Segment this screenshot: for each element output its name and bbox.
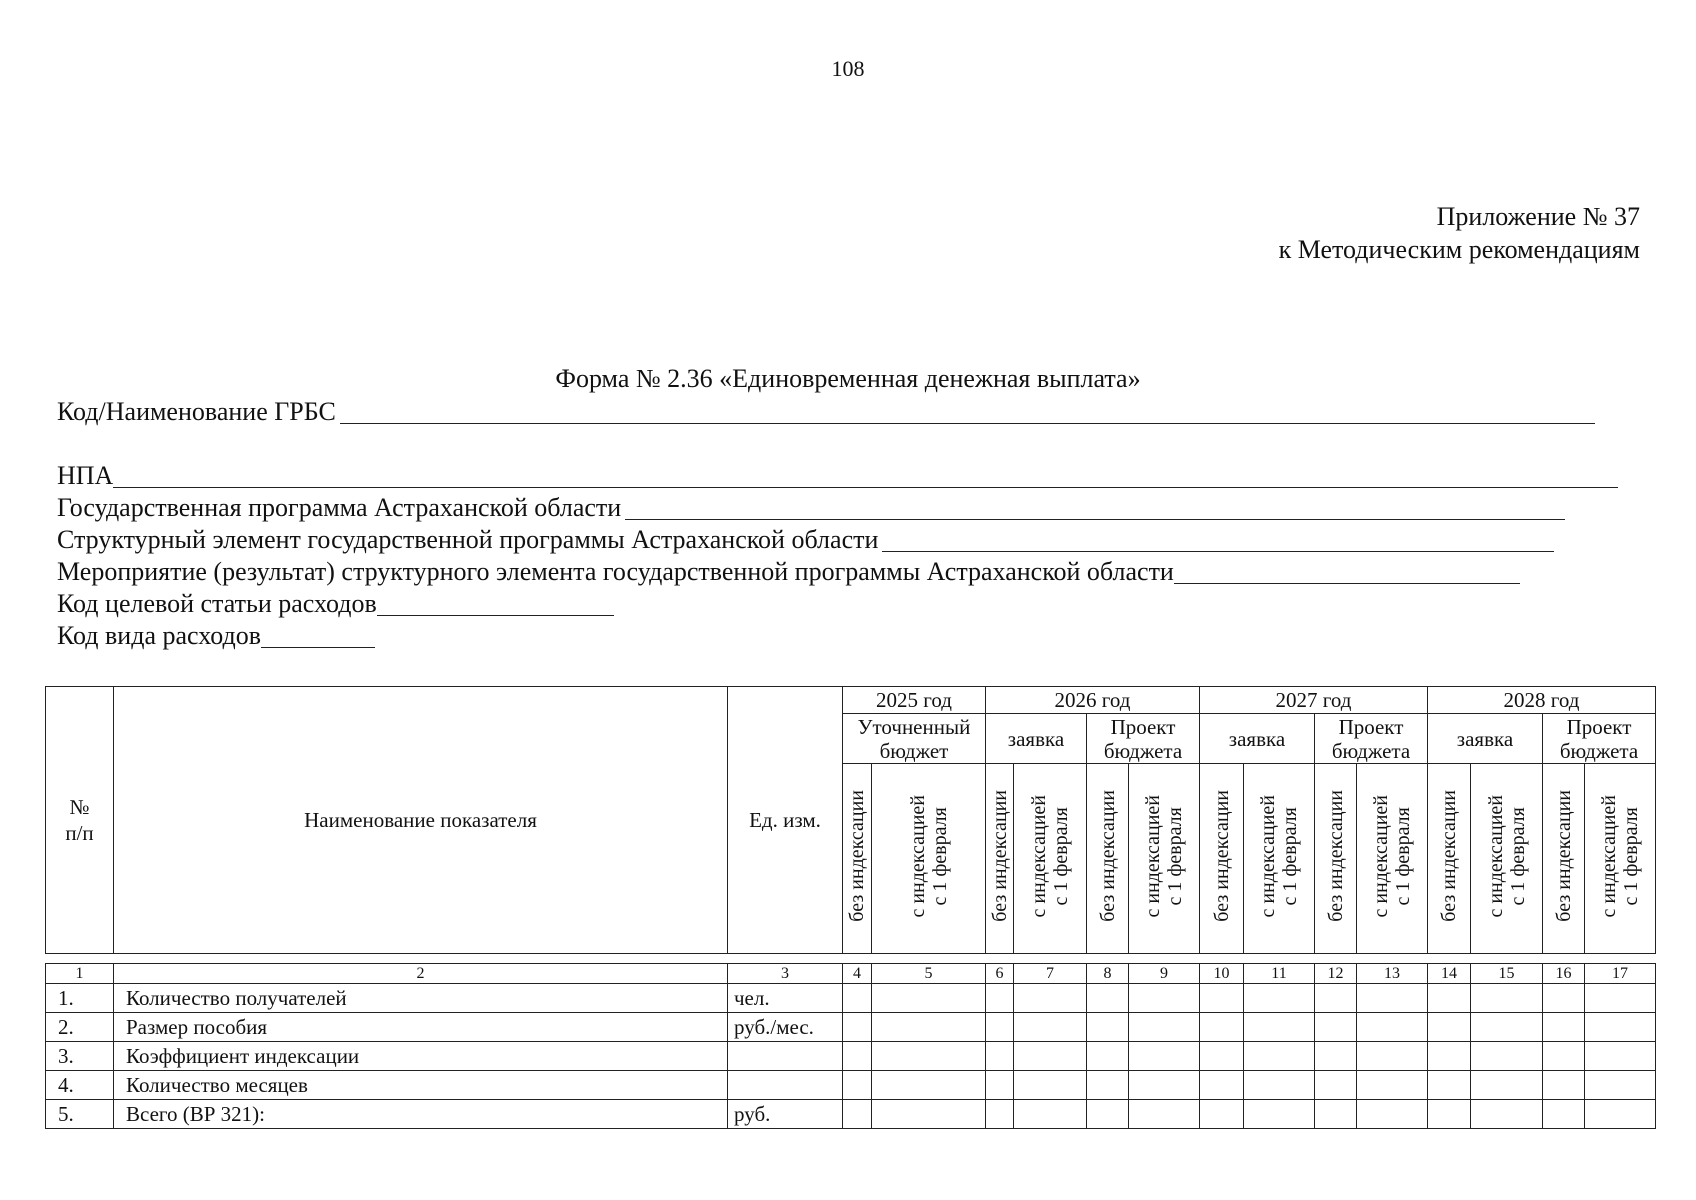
- header-year-2026: 2026 год: [986, 687, 1200, 714]
- field-grbs: [57, 396, 1595, 428]
- header-year-2025: 2025 год: [843, 687, 986, 714]
- value-cell[interactable]: [1200, 1042, 1244, 1071]
- field-expense-type-code-blank[interactable]: [261, 621, 375, 648]
- header-request-2027: заявка: [1200, 714, 1315, 764]
- value-cell[interactable]: [843, 1013, 872, 1042]
- value-cell[interactable]: [1129, 984, 1200, 1013]
- value-cell[interactable]: [1585, 1071, 1656, 1100]
- unit-of-measure: чел.: [728, 984, 843, 1013]
- field-state-program-blank[interactable]: [625, 493, 1565, 520]
- header-with-indexation-text: [1370, 795, 1414, 918]
- value-cell[interactable]: [872, 1100, 986, 1129]
- header-with-indexation: [1244, 764, 1315, 954]
- header-with-indexation-line-1: с индексацией: [906, 794, 929, 918]
- field-state-program-label: Государственная программа Астраханской области: [57, 493, 622, 522]
- header-without-indexation-text: без индексации: [1210, 790, 1233, 922]
- value-cell[interactable]: [1428, 984, 1471, 1013]
- table-row: [46, 1100, 1656, 1129]
- column-number: 17: [1585, 964, 1656, 984]
- column-number: 12: [1315, 964, 1357, 984]
- header-draft-budget-2027: Проект бюджета: [1315, 714, 1428, 764]
- table-row: [46, 1071, 1656, 1100]
- indicator-table-header: [45, 686, 1656, 954]
- header-with-indexation-text: [1028, 795, 1072, 918]
- unit-of-measure: руб.: [728, 1100, 843, 1129]
- value-cell[interactable]: [1428, 1042, 1471, 1071]
- value-cell[interactable]: [1129, 1042, 1200, 1071]
- value-cell[interactable]: [1244, 1013, 1315, 1042]
- value-cell[interactable]: [986, 1100, 1014, 1129]
- field-expense-type-code: [57, 620, 375, 652]
- table-row: [46, 1013, 1656, 1042]
- column-number: 15: [1471, 964, 1543, 984]
- column-number-row: [46, 964, 1656, 984]
- header-with-indexation-text: [1257, 795, 1301, 918]
- table-row: [46, 984, 1656, 1013]
- header-with-indexation-line-1: с индексацией: [1257, 794, 1279, 918]
- value-cell[interactable]: [1543, 984, 1585, 1013]
- indicator-name: Размер пособия: [114, 1013, 728, 1042]
- header-with-indexation: [1357, 764, 1428, 954]
- value-cell[interactable]: [1428, 1071, 1471, 1100]
- field-grbs-label: Код/Наименование ГРБС: [57, 397, 336, 426]
- header-without-indexation-text: без индексации: [1324, 790, 1347, 922]
- header-with-indexation-text: [1142, 795, 1186, 918]
- value-cell[interactable]: [1087, 984, 1129, 1013]
- header-with-indexation-line-2: с 1 февраля: [1164, 806, 1186, 906]
- value-cell[interactable]: [1357, 1100, 1428, 1129]
- header-with-indexation: [1129, 764, 1200, 954]
- header-num-text: № п/п: [65, 795, 94, 845]
- appendix-line-2: к Методическим рекомендациям: [1278, 235, 1640, 264]
- header-unit: Ед. изм.: [728, 687, 843, 954]
- value-cell[interactable]: [1315, 1042, 1357, 1071]
- field-target-article-code-label: Код целевой статьи расходов: [57, 589, 377, 618]
- header-with-indexation-line-1: с индексацией: [1028, 794, 1050, 918]
- header-with-indexation-line-2: с 1 февраля: [928, 806, 951, 906]
- header-draft-budget-2028: Проект бюджета: [1543, 714, 1656, 764]
- value-cell[interactable]: [1129, 1100, 1200, 1129]
- field-structural-element-blank[interactable]: [882, 525, 1554, 552]
- field-measure: [57, 556, 1520, 588]
- value-cell[interactable]: [1244, 984, 1315, 1013]
- value-cell[interactable]: [1543, 1100, 1585, 1129]
- value-cell[interactable]: [872, 1042, 986, 1071]
- header-with-indexation-text: [1598, 795, 1642, 918]
- header-with-indexation-line-2: с 1 февраля: [1279, 806, 1301, 906]
- field-measure-blank[interactable]: [1174, 557, 1520, 584]
- header-without-indexation-text: без индексации: [846, 790, 868, 922]
- header-with-indexation-line-1: с индексацией: [1484, 794, 1507, 918]
- column-number: 6: [986, 964, 1014, 984]
- value-cell[interactable]: [1585, 1013, 1656, 1042]
- value-cell[interactable]: [1357, 1013, 1428, 1042]
- header-without-indexation: [1428, 764, 1471, 954]
- table-row: [46, 1042, 1656, 1071]
- value-cell[interactable]: [1315, 984, 1357, 1013]
- value-cell[interactable]: [843, 1042, 872, 1071]
- field-target-article-code: [57, 588, 614, 620]
- field-target-article-code-blank[interactable]: [377, 589, 614, 616]
- form-title: Форма № 2.36 «Единовременная денежная выплата»: [555, 364, 1141, 393]
- field-npa: [57, 460, 1618, 492]
- header-with-indexation-line-2: с 1 февраля: [1050, 806, 1072, 906]
- field-measure-label: Мероприятие (результат) структурного элемента государственной программы Астраханской области: [57, 557, 1174, 586]
- column-number: 11: [1244, 964, 1315, 984]
- header-with-indexation-text: [1485, 795, 1529, 918]
- field-grbs-blank[interactable]: [340, 397, 1595, 424]
- value-cell[interactable]: [1471, 1042, 1543, 1071]
- column-number: 7: [1014, 964, 1087, 984]
- value-cell[interactable]: [1585, 1100, 1656, 1129]
- value-cell[interactable]: [1585, 984, 1656, 1013]
- value-cell[interactable]: [1087, 1100, 1129, 1129]
- value-cell[interactable]: [1357, 1071, 1428, 1100]
- value-cell[interactable]: [986, 984, 1014, 1013]
- column-number: 14: [1428, 964, 1471, 984]
- appendix-note: [1279, 200, 1640, 266]
- value-cell[interactable]: [1014, 1071, 1087, 1100]
- header-without-indexation-text: без индексации: [1438, 790, 1460, 922]
- value-cell[interactable]: [1315, 1100, 1357, 1129]
- header-with-indexation: [1585, 764, 1656, 954]
- header-without-indexation: [986, 764, 1014, 954]
- value-cell[interactable]: [986, 1013, 1014, 1042]
- header-year-2027: 2027 год: [1200, 687, 1428, 714]
- column-number: 10: [1200, 964, 1244, 984]
- column-number: 8: [1087, 964, 1129, 984]
- header-request-2028: заявка: [1428, 714, 1543, 764]
- value-cell[interactable]: [1471, 984, 1543, 1013]
- value-cell[interactable]: [1014, 1100, 1087, 1129]
- field-npa-label: НПА: [57, 461, 114, 490]
- header-refined-budget-2025: Уточненный бюджет: [843, 714, 986, 764]
- field-npa-blank[interactable]: [113, 461, 1618, 488]
- value-cell[interactable]: [1014, 984, 1087, 1013]
- column-number: 9: [1129, 964, 1200, 984]
- unit-of-measure: [728, 1042, 843, 1071]
- value-cell[interactable]: [1244, 1042, 1315, 1071]
- column-number: 2: [114, 964, 728, 984]
- value-cell[interactable]: [1244, 1071, 1315, 1100]
- column-number: 3: [728, 964, 843, 984]
- header-without-indexation: [843, 764, 872, 954]
- column-number: 4: [843, 964, 872, 984]
- value-cell[interactable]: [1014, 1013, 1087, 1042]
- value-cell[interactable]: [872, 1013, 986, 1042]
- indicator-name: Количество месяцев: [114, 1071, 728, 1100]
- header-without-indexation-text: без индексации: [1552, 790, 1575, 922]
- header-year-2028: 2028 год: [1428, 687, 1656, 714]
- value-cell[interactable]: [1014, 1042, 1087, 1071]
- value-cell[interactable]: [1471, 1071, 1543, 1100]
- row-number: 2.: [46, 1013, 114, 1042]
- value-cell[interactable]: [1428, 1013, 1471, 1042]
- value-cell[interactable]: [1244, 1100, 1315, 1129]
- row-number: 4.: [46, 1071, 114, 1100]
- header-with-indexation-line-1: с индексацией: [1598, 794, 1620, 918]
- header-with-indexation-line-2: с 1 февраля: [1506, 806, 1529, 906]
- value-cell[interactable]: [986, 1071, 1014, 1100]
- value-cell[interactable]: [1087, 1042, 1129, 1071]
- value-cell[interactable]: [1543, 1042, 1585, 1071]
- header-with-indexation-line-2: с 1 февраля: [1392, 806, 1414, 906]
- indicator-name: Количество получателей: [114, 984, 728, 1013]
- value-cell[interactable]: [1087, 1013, 1129, 1042]
- header-draft-budget-2026: Проект бюджета: [1087, 714, 1200, 764]
- value-cell[interactable]: [1428, 1100, 1471, 1129]
- column-number: 13: [1357, 964, 1428, 984]
- header-indicator-name: Наименование показателя: [114, 687, 728, 954]
- value-cell[interactable]: [843, 1071, 872, 1100]
- indicator-name: Коэффициент индексации: [114, 1042, 728, 1071]
- row-number: 1.: [46, 984, 114, 1013]
- value-cell[interactable]: [1129, 1071, 1200, 1100]
- page-number: 108: [831, 56, 865, 81]
- field-state-program: [57, 492, 1565, 524]
- column-number: 1: [46, 964, 114, 984]
- value-cell[interactable]: [1543, 1013, 1585, 1042]
- header-num: [46, 687, 114, 954]
- value-cell[interactable]: [986, 1042, 1014, 1071]
- value-cell[interactable]: [1315, 1071, 1357, 1100]
- value-cell[interactable]: [843, 984, 872, 1013]
- header-with-indexation-text: [907, 795, 951, 918]
- header-with-indexation-line-2: с 1 февраля: [1620, 806, 1642, 906]
- header-without-indexation: [1315, 764, 1357, 954]
- row-number: 5.: [46, 1100, 114, 1129]
- header-without-indexation: [1087, 764, 1129, 954]
- data-rows: [46, 984, 1656, 1129]
- header-without-indexation-text: без индексации: [1096, 790, 1119, 922]
- value-cell[interactable]: [1200, 984, 1244, 1013]
- value-cell[interactable]: [1200, 1100, 1244, 1129]
- value-cell[interactable]: [1471, 1013, 1543, 1042]
- header-with-indexation: [1471, 764, 1543, 954]
- value-cell[interactable]: [872, 1071, 986, 1100]
- header-request-2026: заявка: [986, 714, 1087, 764]
- value-cell[interactable]: [843, 1100, 872, 1129]
- header-without-indexation: [1200, 764, 1244, 954]
- value-cell[interactable]: [1357, 1042, 1428, 1071]
- value-cell[interactable]: [1129, 1013, 1200, 1042]
- indicator-table-body: [45, 963, 1656, 1129]
- field-expense-type-code-label: Код вида расходов: [57, 621, 261, 650]
- value-cell[interactable]: [1315, 1013, 1357, 1042]
- appendix-line-1: Приложение № 37: [1436, 202, 1640, 231]
- unit-of-measure: руб./мес.: [728, 1013, 843, 1042]
- header-with-indexation: [872, 764, 986, 954]
- header-with-indexation-line-1: с индексацией: [1370, 794, 1392, 918]
- header-without-indexation-text: без индексации: [988, 790, 1011, 922]
- row-number: 3.: [46, 1042, 114, 1071]
- header-with-indexation-line-1: с индексацией: [1142, 794, 1164, 918]
- header-without-indexation: [1543, 764, 1585, 954]
- value-cell[interactable]: [1087, 1071, 1129, 1100]
- value-cell[interactable]: [1585, 1042, 1656, 1071]
- unit-of-measure: [728, 1071, 843, 1100]
- value-cell[interactable]: [1200, 1013, 1244, 1042]
- field-structural-element: [57, 524, 1554, 556]
- column-number: 5: [872, 964, 986, 984]
- value-cell[interactable]: [1543, 1071, 1585, 1100]
- value-cell[interactable]: [1357, 984, 1428, 1013]
- column-number: 16: [1543, 964, 1585, 984]
- header-with-indexation: [1014, 764, 1087, 954]
- value-cell[interactable]: [872, 984, 986, 1013]
- indicator-name: Всего (ВР 321):: [114, 1100, 728, 1129]
- field-structural-element-label: Структурный элемент государственной программы Астраханской области: [57, 525, 879, 554]
- value-cell[interactable]: [1200, 1071, 1244, 1100]
- value-cell[interactable]: [1471, 1100, 1543, 1129]
